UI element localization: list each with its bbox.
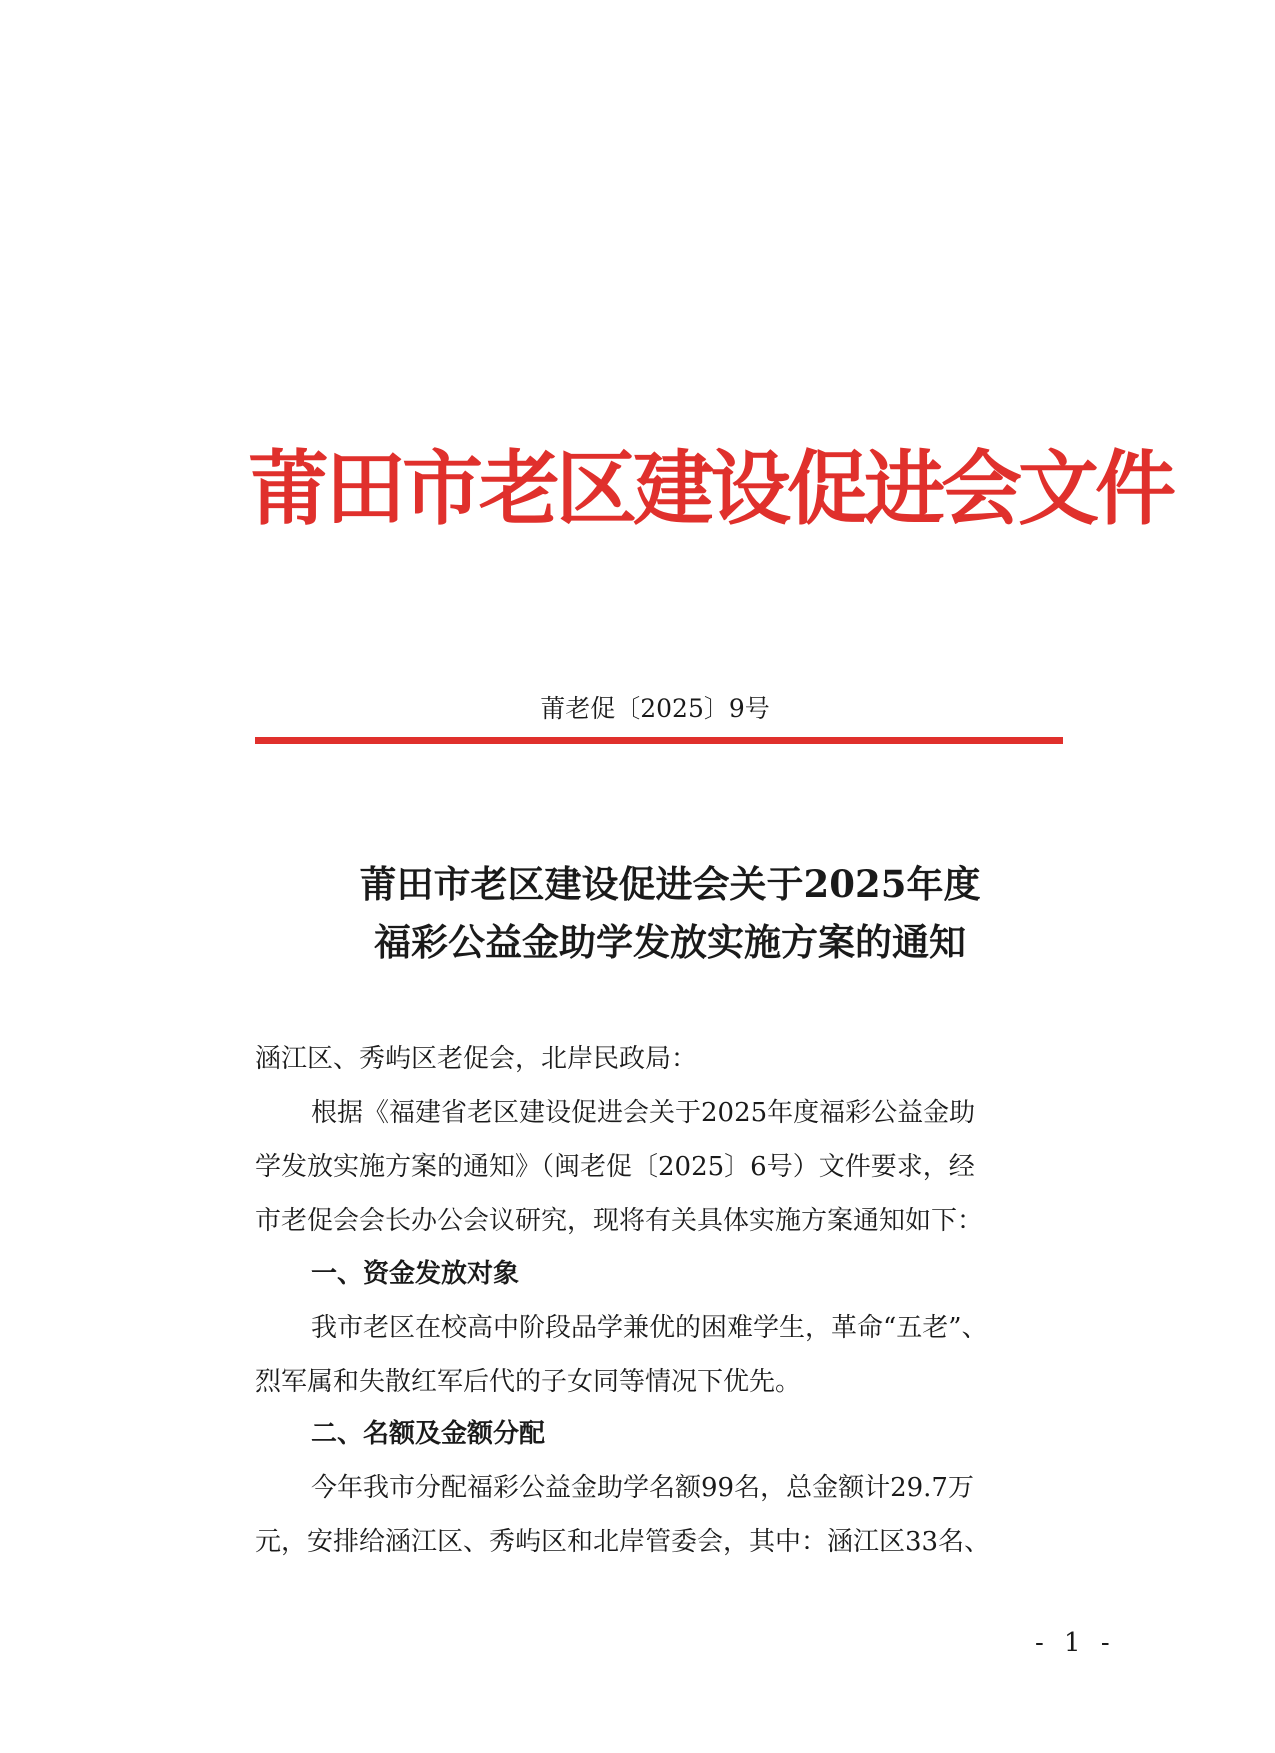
red-divider-line [255,737,1063,744]
document-masthead: 莆田市老区建设促进会文件 [248,443,1173,537]
title-line-2: 福彩公益金助学发放实施方案的通知 [374,920,966,964]
paragraph-1-line-2: 学发放实施方案的通知》（闽老促〔2025〕6号）文件要求，经 [255,1152,975,1182]
salutation: 涵江区、秀屿区老促会，北岸民政局： [255,1044,698,1074]
section-2-text [255,1461,1065,1569]
section-1-line-2: 烈军属和失散红军后代的子女同等情况下优先。 [255,1367,802,1397]
section-2-line-1: 今年我市分配福彩公益金助学名额99名，总金额计29.7万 [311,1473,974,1503]
section-1-heading: 一、资金发放对象 [311,1259,520,1289]
page-number: - 1 - [1035,1628,1116,1658]
document-number: 莆老促〔2025〕9号 [540,694,770,723]
section-1-text [255,1301,1065,1409]
paragraph-1 [255,1086,1065,1248]
title-line-1: 莆田市老区建设促进会关于2025年度 [359,862,981,906]
section-2-line-2: 元，安排给涵江区、秀屿区和北岸管委会，其中：涵江区33名、 [255,1527,991,1557]
section-2-heading: 二、名额及金额分配 [311,1419,546,1449]
paragraph-1-line-3: 市老促会会长办公会议研究，现将有关具体实施方案通知如下： [255,1206,984,1236]
document-title [250,855,1090,971]
paragraph-1-line-1: 根据《福建省老区建设促进会关于2025年度福彩公益金助 [311,1098,976,1128]
section-1-line-1: 我市老区在校高中阶段品学兼优的困难学生，革命“五老”、 [311,1313,988,1343]
